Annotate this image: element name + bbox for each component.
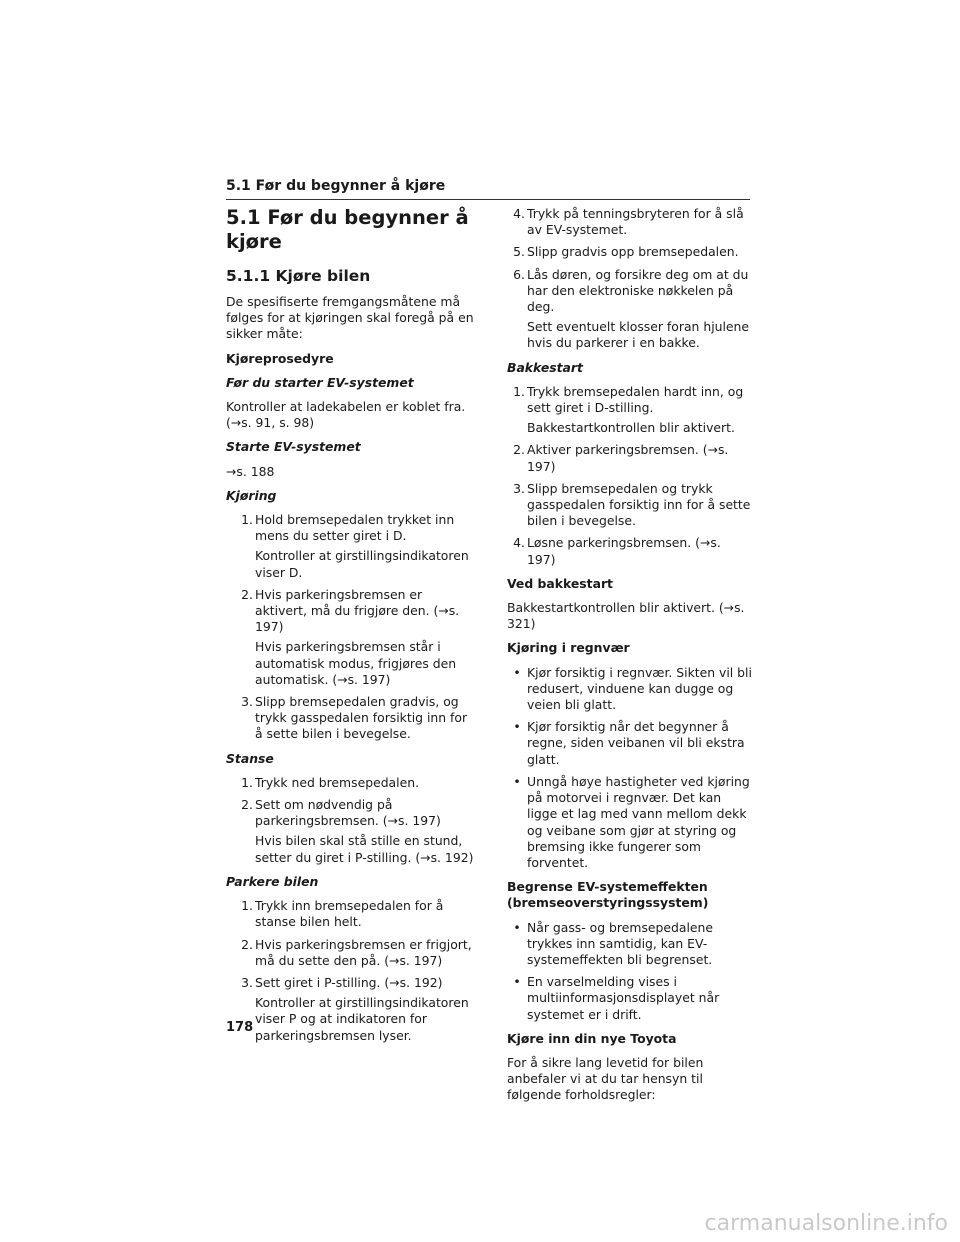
heading-before-start: Før du starter EV-systemet [226, 374, 414, 390]
heading-hill-start: Bakkestart [507, 359, 583, 375]
break-in-paragraph: For å sikre lang levetid for bilen anbefaler vi at du tar hensyn til følgende forholdsregler: [507, 1054, 704, 1103]
bullet-item [507, 974, 752, 1023]
page-number: 178 [226, 1020, 254, 1035]
step-note: Kontroller at girstillingsindikatoren viser D. [255, 548, 469, 580]
right-column [507, 206, 752, 1112]
step-item [226, 898, 476, 930]
bullet-text: En varselmelding vises i multiinformasjonsdisplayet når systemet er i drift. [527, 974, 720, 1022]
step-body [255, 694, 476, 743]
step-note: Sett eventuelt klosser foran hjulene hvis du parkerer i en bakke. [527, 319, 750, 351]
watermark[interactable]: carmanualsonline.info [704, 1211, 948, 1236]
step-number: 4. [513, 535, 525, 551]
bullet-item [507, 665, 752, 714]
bullet-text: Unngå høye hastigheter ved kjøring på motorvei i regnvær. Det kan ligge et lag med vann mellom dekk og veibane som gjør at styring og bremsing ikke fungerer som forventet. [527, 773, 750, 870]
bullet-marker: • [513, 773, 521, 789]
running-header: 5.1 Før du begynner å kjøre [226, 178, 446, 194]
hill-start-steps [507, 384, 752, 568]
heading-start-system: Starte EV-systemet [226, 439, 361, 455]
step-body [255, 937, 476, 969]
step-item [507, 267, 752, 352]
on-hill-paragraph: Bakkestartkontrollen blir aktivert. (→s. 321) [507, 600, 745, 632]
step-item [507, 442, 752, 474]
step-text: Sett giret i P-stilling. (→s. 192) [255, 974, 443, 990]
section-title: 5.1 Før du begynner å kjøre [226, 206, 469, 253]
step-body [527, 267, 752, 352]
step-body [255, 898, 476, 930]
bullet-text: Kjør forsiktig i regnvær. Sikten vil bli redusert, vinduene kan dugge og veien bli glatt. [527, 664, 752, 713]
step-item [226, 512, 476, 581]
step-body [255, 512, 476, 581]
step-text: Trykk ned bremsepedalen. [255, 774, 420, 790]
driving-steps [226, 512, 476, 743]
step-note: Hvis bilen skal stå stille en stund, setter du giret i P-stilling. (→s. 192) [255, 833, 474, 865]
step-body [255, 797, 476, 866]
step-number: 1. [241, 898, 253, 914]
step-text: Hvis parkeringsbremsen er aktivert, må du frigjøre den. (→s. 197) [255, 586, 460, 635]
intro-paragraph: De spesifiserte fremgangsmåtene må følges for at kjøringen skal foregå på en sikker måte: [226, 294, 474, 342]
step-item [507, 244, 752, 260]
header-rule [226, 199, 750, 200]
step-item [226, 587, 476, 688]
step-body [527, 244, 752, 260]
park-steps-continued [507, 206, 752, 352]
heading-park: Parkere bilen [226, 873, 319, 889]
step-text: Løsne parkeringsbremsen. (→s. 197) [527, 535, 721, 567]
heading-break-in: Kjøre inn din nye Toyota [507, 1030, 677, 1046]
step-number: 3. [513, 480, 525, 496]
step-number: 2. [513, 442, 525, 458]
step-note: Bakkestartkontrollen blir aktivert. [527, 420, 735, 436]
step-item [226, 694, 476, 743]
step-number: 3. [241, 694, 253, 710]
check-cable-paragraph: Kontroller at ladekabelen er koblet fra. (→s. 91, s. 98) [226, 399, 466, 431]
step-text: Slipp gradvis opp bremsepedalen. [527, 244, 739, 260]
heading-limit-power: Begrense EV-systemeffekten (bremseoverstyringssystem) [507, 879, 709, 911]
bullet-marker: • [513, 719, 521, 735]
bullet-marker: • [513, 919, 521, 935]
heading-on-hill: Ved bakkestart [507, 575, 613, 591]
bullet-marker: • [513, 974, 521, 990]
step-item [507, 481, 752, 530]
step-note: Kontroller at girstillingsindikatoren viser P og at indikatoren for parkeringsbremsen lyser. [255, 995, 469, 1043]
step-text: Hvis parkeringsbremsen er frigjort, må du sette den på. (→s. 197) [255, 936, 472, 968]
limit-bullets [507, 920, 752, 1023]
step-number: 2. [241, 936, 253, 952]
step-text: Lås døren, og forsikre deg om at du har den elektroniske nøkkelen på deg. [527, 266, 749, 315]
step-body [527, 206, 752, 238]
park-steps [226, 898, 476, 1044]
step-item [226, 797, 476, 866]
step-number: 5. [513, 244, 525, 260]
step-item [226, 775, 476, 791]
start-reference: →s. 188 [226, 463, 275, 479]
bullet-item [507, 774, 752, 871]
step-body [527, 384, 752, 437]
step-item [226, 975, 476, 1044]
bullet-item [507, 719, 752, 768]
subsection-title: 5.1.1 Kjøre bilen [226, 267, 371, 285]
bullet-item [507, 920, 752, 969]
step-number: 1. [241, 774, 253, 790]
bullet-marker: • [513, 664, 521, 680]
step-number: 2. [241, 797, 253, 813]
step-item [507, 206, 752, 238]
step-body [255, 587, 476, 688]
step-text: Trykk inn bremsepedalen for å stanse bilen helt. [255, 898, 444, 930]
step-body [527, 442, 752, 474]
step-text: Sett om nødvendig på parkeringsbremsen. (→s. 197) [255, 797, 441, 829]
step-text: Trykk på tenningsbryteren for å slå av EV-systemet. [527, 206, 744, 238]
heading-procedure: Kjøreprosedyre [226, 350, 334, 366]
heading-stop: Stanse [226, 750, 274, 766]
rain-bullets [507, 665, 752, 871]
step-body [255, 975, 476, 1044]
step-body [527, 481, 752, 530]
heading-rain: Kjøring i regnvær [507, 640, 630, 656]
heading-driving: Kjøring [226, 487, 277, 503]
left-column [226, 206, 476, 1052]
step-item [507, 535, 752, 567]
step-text: Aktiver parkeringsbremsen. (→s. 197) [527, 442, 729, 474]
bullet-text: Kjør forsiktig når det begynner å regne, siden veibanen vil bli ekstra glatt. [527, 719, 745, 767]
step-text: Slipp bremsepedalen gradvis, og trykk gasspedalen forsiktig inn for å sette bilen i bevegelse. [255, 694, 468, 742]
step-number: 1. [513, 383, 525, 399]
stop-steps [226, 775, 476, 866]
step-number: 1. [241, 512, 253, 528]
step-text: Hold bremsepedalen trykket inn mens du setter giret i D. [255, 512, 455, 544]
step-number: 6. [513, 266, 525, 282]
step-number: 4. [513, 206, 525, 221]
bullet-text: Når gass- og bremsepedalene trykkes inn samtidig, kan EV-systemeffekten bli begrenset. [527, 919, 714, 967]
step-text: Slipp bremsepedalen og trykk gasspedalen forsiktig inn for å sette bilen i bevegelse. [527, 480, 751, 529]
step-number: 2. [241, 586, 253, 602]
step-number: 3. [241, 974, 253, 990]
step-body [255, 775, 476, 791]
step-item [507, 384, 752, 437]
step-text: Trykk bremsepedalen hardt inn, og sett giret i D-stilling. [527, 383, 744, 416]
step-item [226, 937, 476, 969]
step-note: Hvis parkeringsbremsen står i automatisk modus, frigjøres den automatisk. (→s. 197) [255, 639, 457, 687]
step-body [527, 535, 752, 567]
